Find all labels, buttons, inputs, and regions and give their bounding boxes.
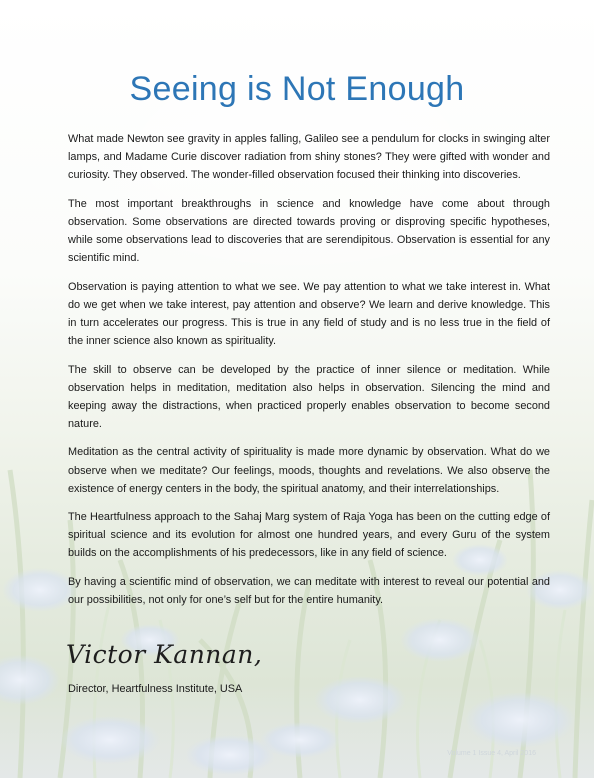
paragraph-1: What made Newton see gravity in apples falling, Galileo see a pendulum for clocks in swinging alter lamps, and Madame Curie discover radiation from shiny stones? They were gifted with wonder and curiosity. They observed. The wonder-filled observation focused their thinking into discoveries. (68, 133, 550, 182)
paragraph-7: By having a scientific mind of observation, we can meditate with interest to reveal our potential and our possibilities, not only for one’s self but for the entire humanity. (68, 575, 550, 607)
paragraph-2: The most important breakthroughs in science and knowledge have come about through observation. Some observations are directed towards proving or disproving specific hypotheses, while some observations lead to discoveries that are serendipitous. Observation is essential for any scientific mind. (68, 197, 550, 265)
paragraph-6: The Heartfulness approach to the Sahaj Marg system of Raja Yoga has been on the cutting edge of spiritual science and its evolution for almost one hundred years, and every Guru of the system builds on the accomplishments of his predecessors, like in any field of science. (68, 511, 550, 560)
issue-footer: Volume 1 Issue 4, April 2016 (447, 750, 536, 757)
paragraph-5: Meditation as the central activity of spirituality is made more dynamic by observation. What do we observe when we meditate? Our feelings, moods, thoughts and revelations. We also observe the existence of energy centers in the body, the spiritual anatomy, and their interrelationships. (68, 446, 550, 495)
page-title: Seeing is Not Enough (129, 70, 465, 108)
author-signature: Victor Kannan, (66, 640, 263, 669)
paragraph-4: The skill to observe can be developed by the practice of inner silence or meditation. While observation helps in meditation, meditation also helps in observation. Silencing the mind and keeping away the distractions, when practiced properly enables observation to become second nature. (68, 363, 550, 430)
paragraph-3: Observation is paying attention to what we see. We pay attention to what we take interest in. What do we get when we take interest, pay attention and observe? We learn and derive knowledge. This in turn accelerates our progress. This is true in any field of study and is no less true in the field of the inner science also known as spirituality. (68, 280, 550, 347)
author-title: Director, Heartfulness Institute, USA (68, 683, 243, 695)
article-body (68, 130, 550, 620)
